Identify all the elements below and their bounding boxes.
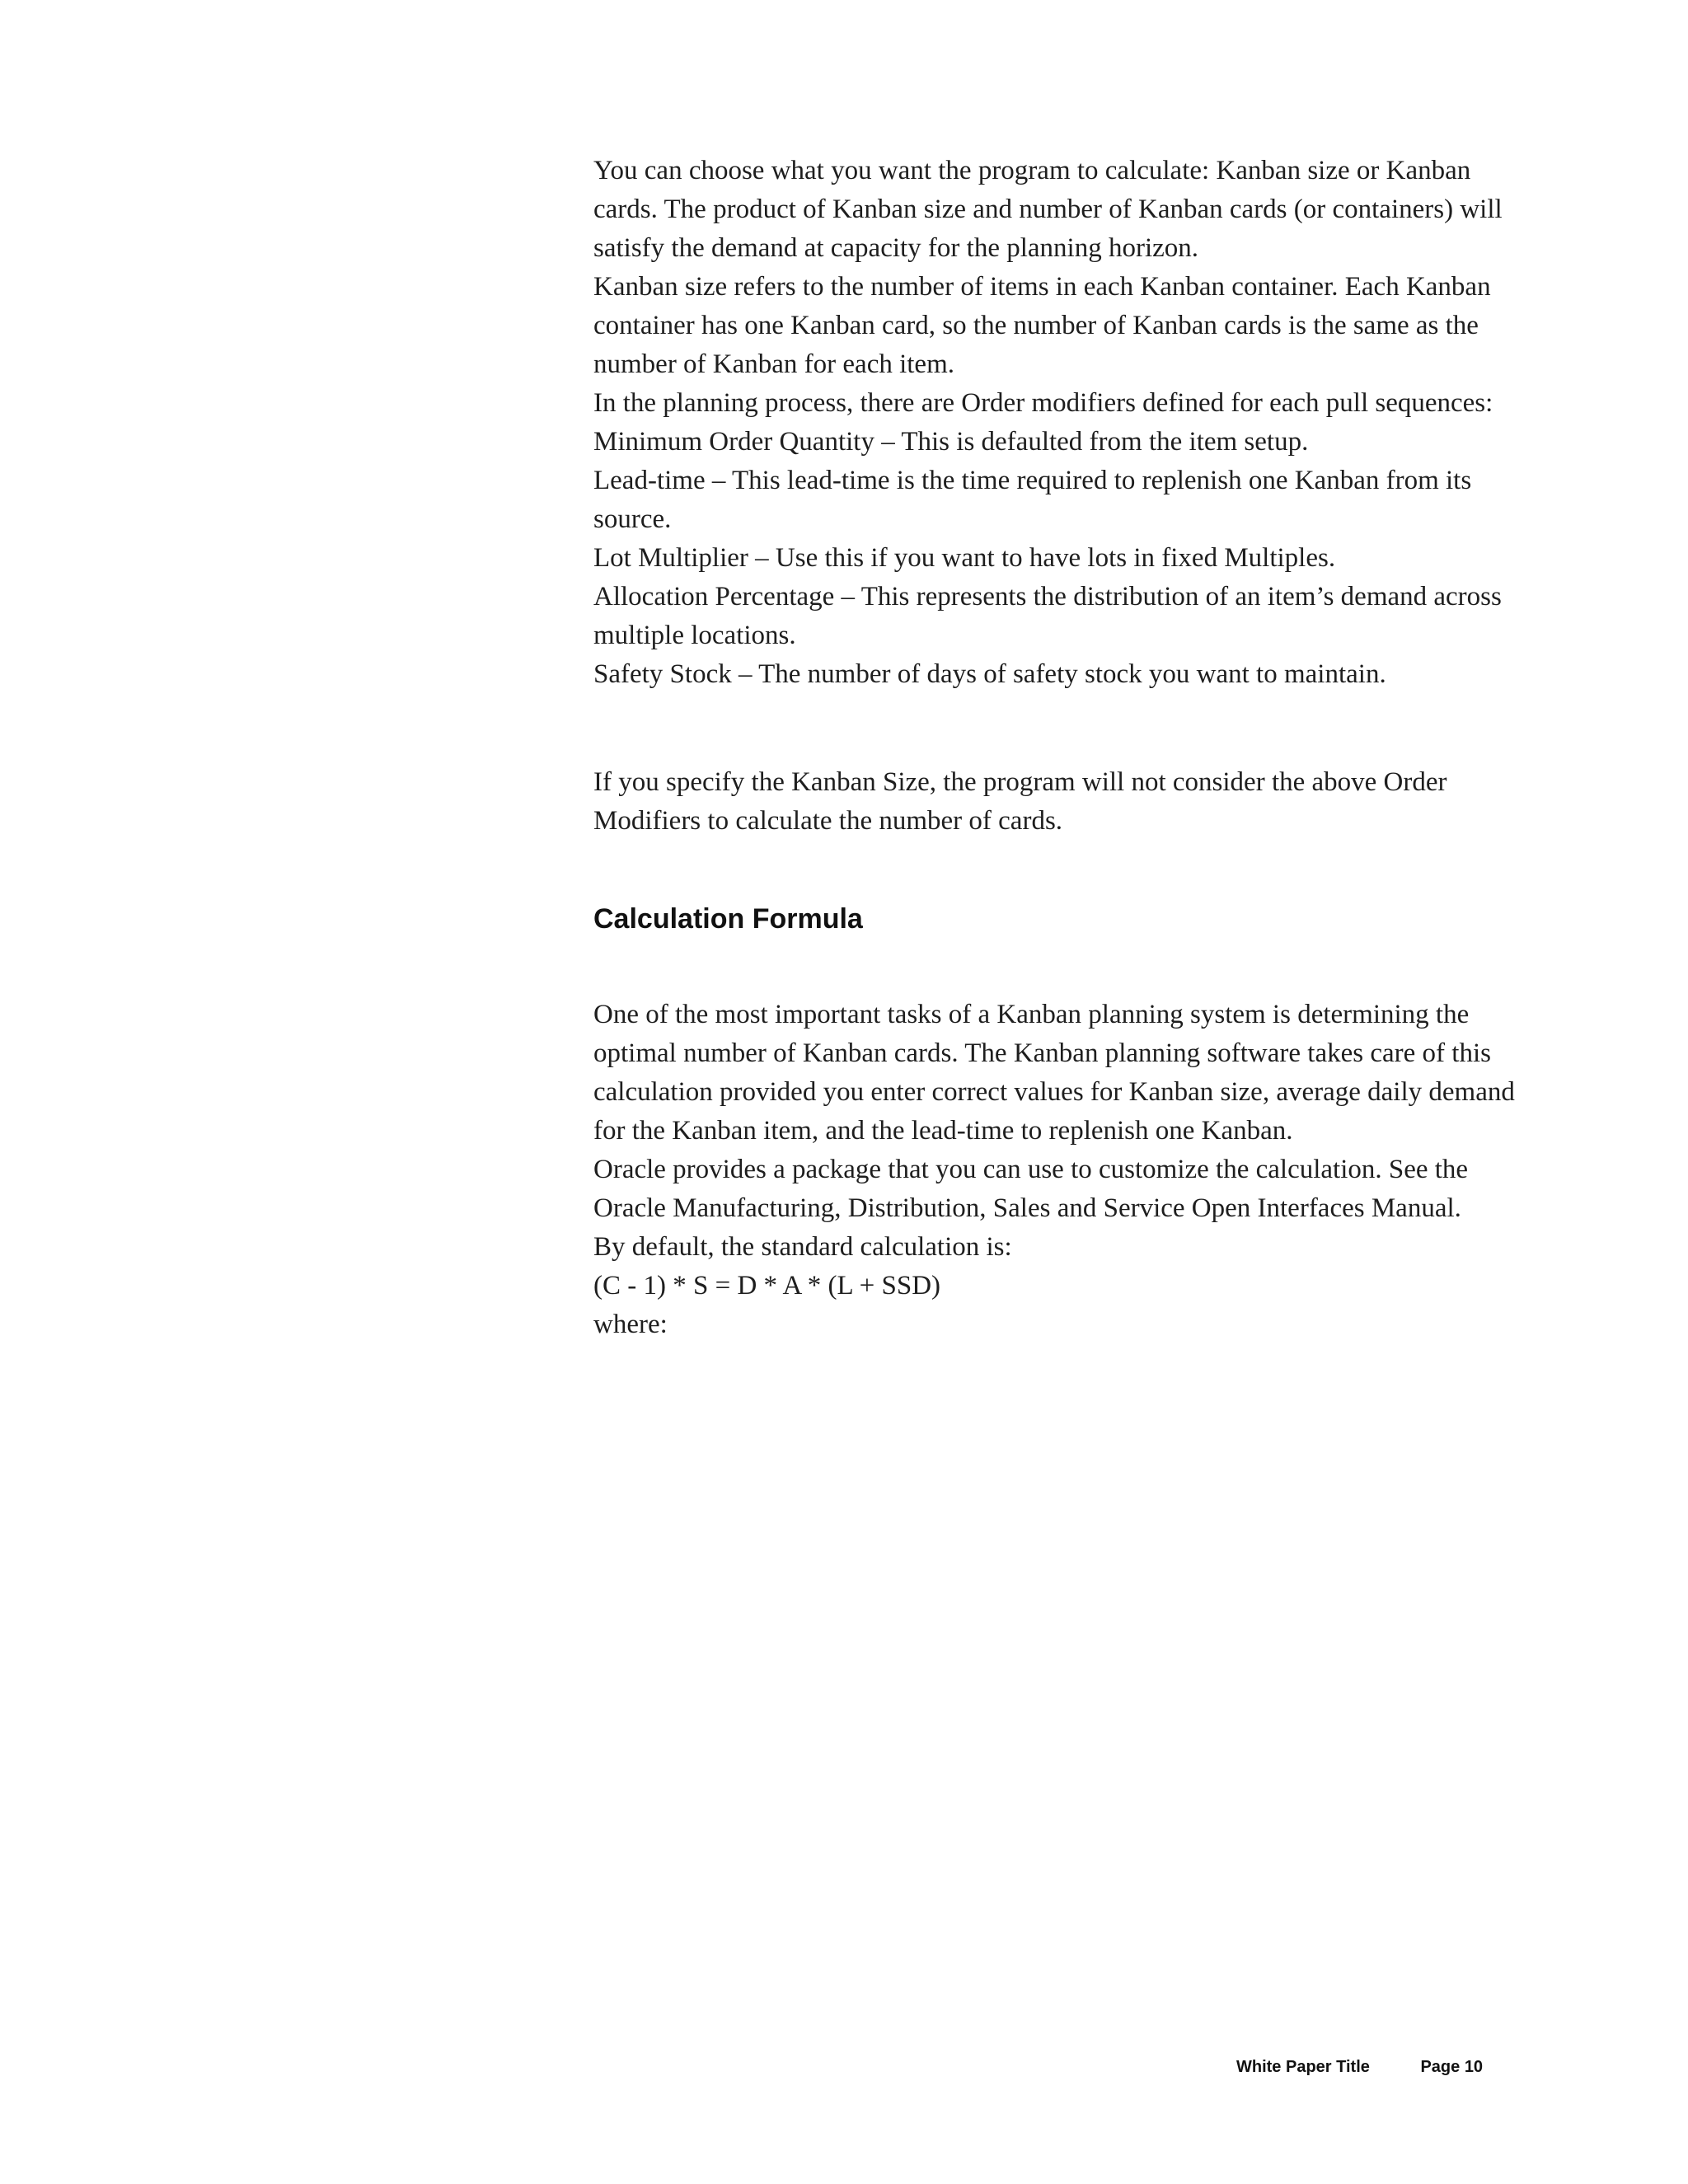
order-modifier-safety-stock: Safety Stock – The number of days of safety stock you want to maintain.: [593, 659, 1386, 689]
paragraph-calculation-intro: One of the most important tasks of a Kanban planning system is determining the optimal number of Kanban cards. The Kanban planning software takes care of this calculation provided you enter correct values for Kanban size, average daily demand for the Kanban item, and the lead-time to replenish one Kanban.: [593, 1000, 1515, 1146]
paragraph-default-calculation: By default, the standard calculation is:: [593, 1232, 1012, 1262]
paragraph-kanban-size: Kanban size refers to the number of items in each Kanban container. Each Kanban container has one Kanban card, so the number of Kanban cards is the same as the number of Kanban for each item.: [593, 272, 1491, 379]
paragraph-kanban-choice: You can choose what you want the program to calculate: Kanban size or Kanban cards. The product of Kanban size and number of Kanban cards (or containers) will satisfy the demand at capacity for the planning horizon.: [593, 156, 1503, 263]
footer-page-number: Page 10: [1420, 2058, 1484, 2076]
document-body: [593, 152, 1541, 1344]
footer-document-title: White Paper Title: [1236, 2058, 1370, 2076]
order-modifier-lot-multiplier: Lot Multiplier – Use this if you want to have lots in fixed Multiples.: [593, 543, 1336, 573]
page-footer: [1236, 2057, 1483, 2077]
order-modifier-lead-time: Lead-time – This lead-time is the time required to replenish one Kanban from its source.: [593, 466, 1472, 534]
section-heading: Calculation Formula: [593, 903, 863, 935]
paragraph-order-modifiers-intro: In the planning process, there are Order modifiers defined for each pull sequences:: [593, 388, 1493, 418]
calculation-formula: (C - 1) * S = D * A * (L + SSD): [593, 1271, 941, 1301]
order-modifier-allocation-percentage: Allocation Percentage – This represents the distribution of an item’s demand across multiple locations.: [593, 582, 1502, 650]
formula-where-label: where:: [593, 1310, 668, 1339]
order-modifier-minimum-order-quantity: Minimum Order Quantity – This is defaulted from the item setup.: [593, 427, 1309, 457]
paragraph-kanban-size-note: If you specify the Kanban Size, the program will not consider the above Order Modifiers to calculate the number of cards.: [593, 767, 1447, 836]
paragraph-oracle-package: Oracle provides a package that you can use to customize the calculation. See the Oracle Manufacturing, Distribution, Sales and Service Open Interfaces Manual.: [593, 1155, 1469, 1223]
